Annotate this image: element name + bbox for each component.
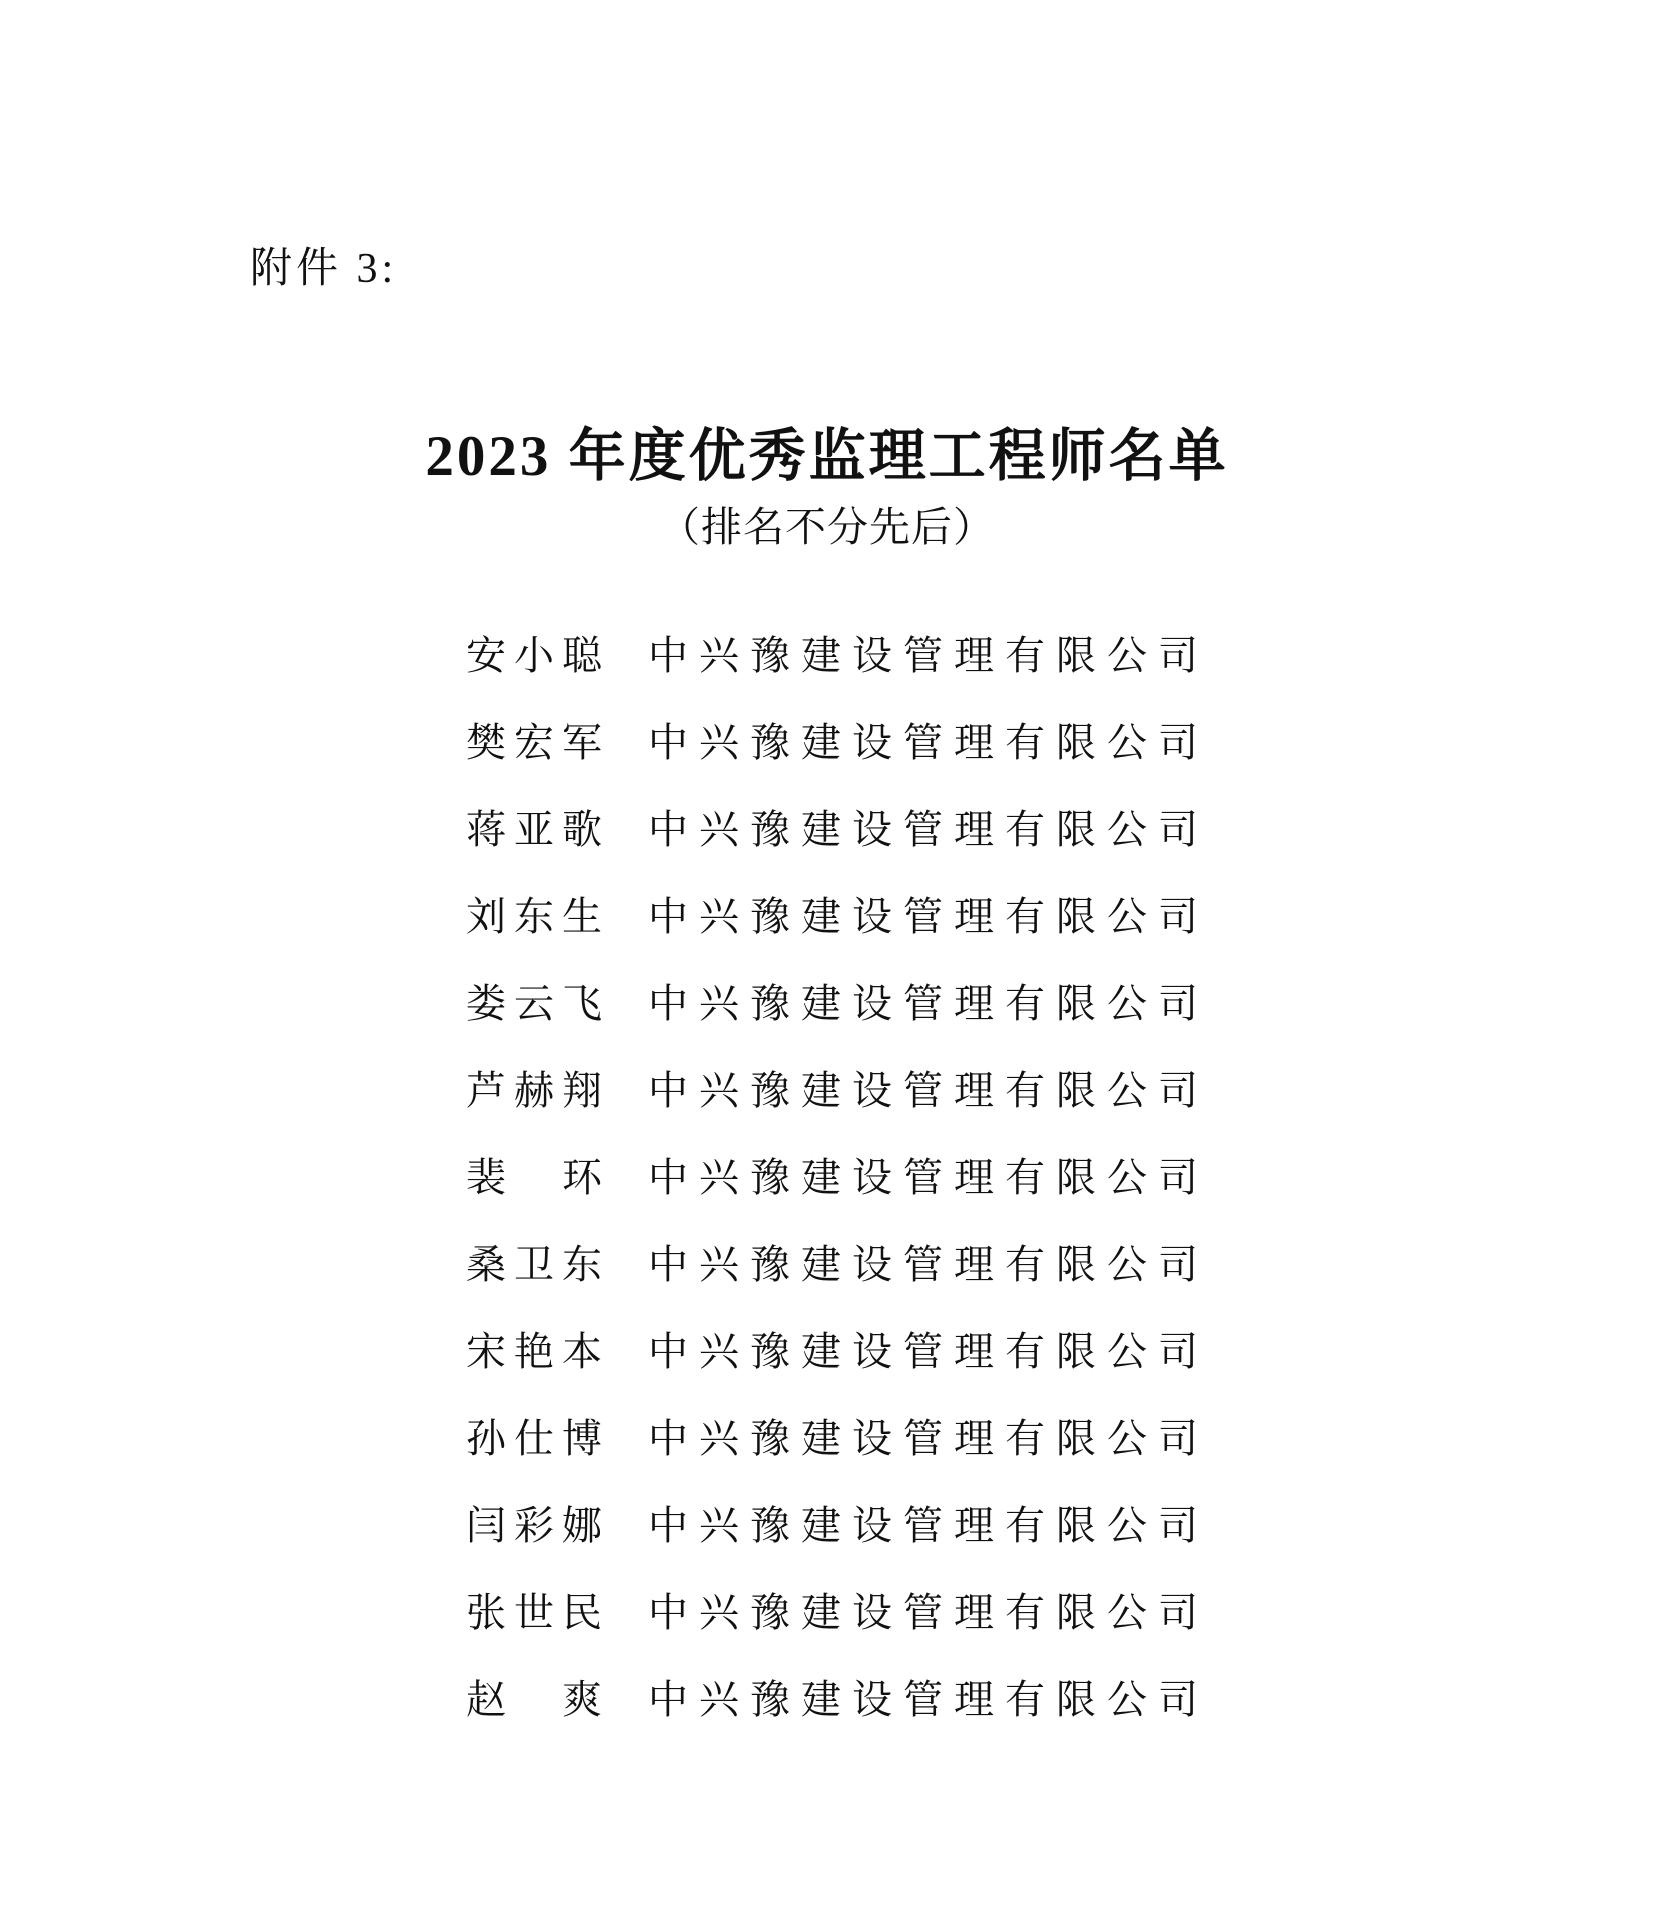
company-name: 中兴豫建设管理有限公司 (648, 894, 1209, 939)
engineer-name: 芦赫翔 (466, 1068, 610, 1113)
list-item (0, 1131, 1654, 1218)
engineer-name: 刘东生 (466, 894, 610, 939)
engineer-name: 闫彩娜 (466, 1503, 610, 1548)
company-name: 中兴豫建设管理有限公司 (648, 1677, 1209, 1722)
engineer-name: 赵 爽 (466, 1677, 610, 1722)
company-name: 中兴豫建设管理有限公司 (648, 1503, 1209, 1548)
engineer-name: 张世民 (466, 1590, 610, 1635)
company-name: 中兴豫建设管理有限公司 (648, 1242, 1209, 1287)
list-item (0, 1305, 1654, 1392)
attachment-label: 附件 3: (250, 246, 398, 292)
engineer-name: 裴 环 (466, 1155, 610, 1200)
engineer-list (0, 609, 1654, 1740)
page-title: 2023 年度优秀监理工程师名单 (425, 425, 1229, 489)
company-name: 中兴豫建设管理有限公司 (648, 807, 1209, 852)
company-name: 中兴豫建设管理有限公司 (648, 1416, 1209, 1461)
company-name: 中兴豫建设管理有限公司 (648, 1155, 1209, 1200)
company-name: 中兴豫建设管理有限公司 (648, 1068, 1209, 1113)
engineer-name: 孙仕博 (466, 1416, 610, 1461)
list-item (0, 870, 1654, 957)
list-item (0, 1566, 1654, 1653)
list-item (0, 1218, 1654, 1305)
engineer-name: 娄云飞 (466, 981, 610, 1026)
company-name: 中兴豫建设管理有限公司 (648, 720, 1209, 765)
list-item (0, 1392, 1654, 1479)
list-item (0, 1479, 1654, 1566)
engineer-name: 安小聪 (466, 633, 610, 678)
engineer-name: 樊宏军 (466, 720, 610, 765)
engineer-name: 桑卫东 (466, 1242, 610, 1287)
list-item (0, 783, 1654, 870)
engineer-name: 宋艳本 (466, 1329, 610, 1374)
company-name: 中兴豫建设管理有限公司 (648, 981, 1209, 1026)
company-name: 中兴豫建设管理有限公司 (648, 1329, 1209, 1374)
list-item (0, 609, 1654, 696)
list-item (0, 1653, 1654, 1740)
page-subtitle: （排名不分先后） (659, 504, 995, 550)
company-name: 中兴豫建设管理有限公司 (648, 633, 1209, 678)
list-item (0, 696, 1654, 783)
engineer-name: 蒋亚歌 (466, 807, 610, 852)
list-item (0, 957, 1654, 1044)
list-item (0, 1044, 1654, 1131)
company-name: 中兴豫建设管理有限公司 (648, 1590, 1209, 1635)
